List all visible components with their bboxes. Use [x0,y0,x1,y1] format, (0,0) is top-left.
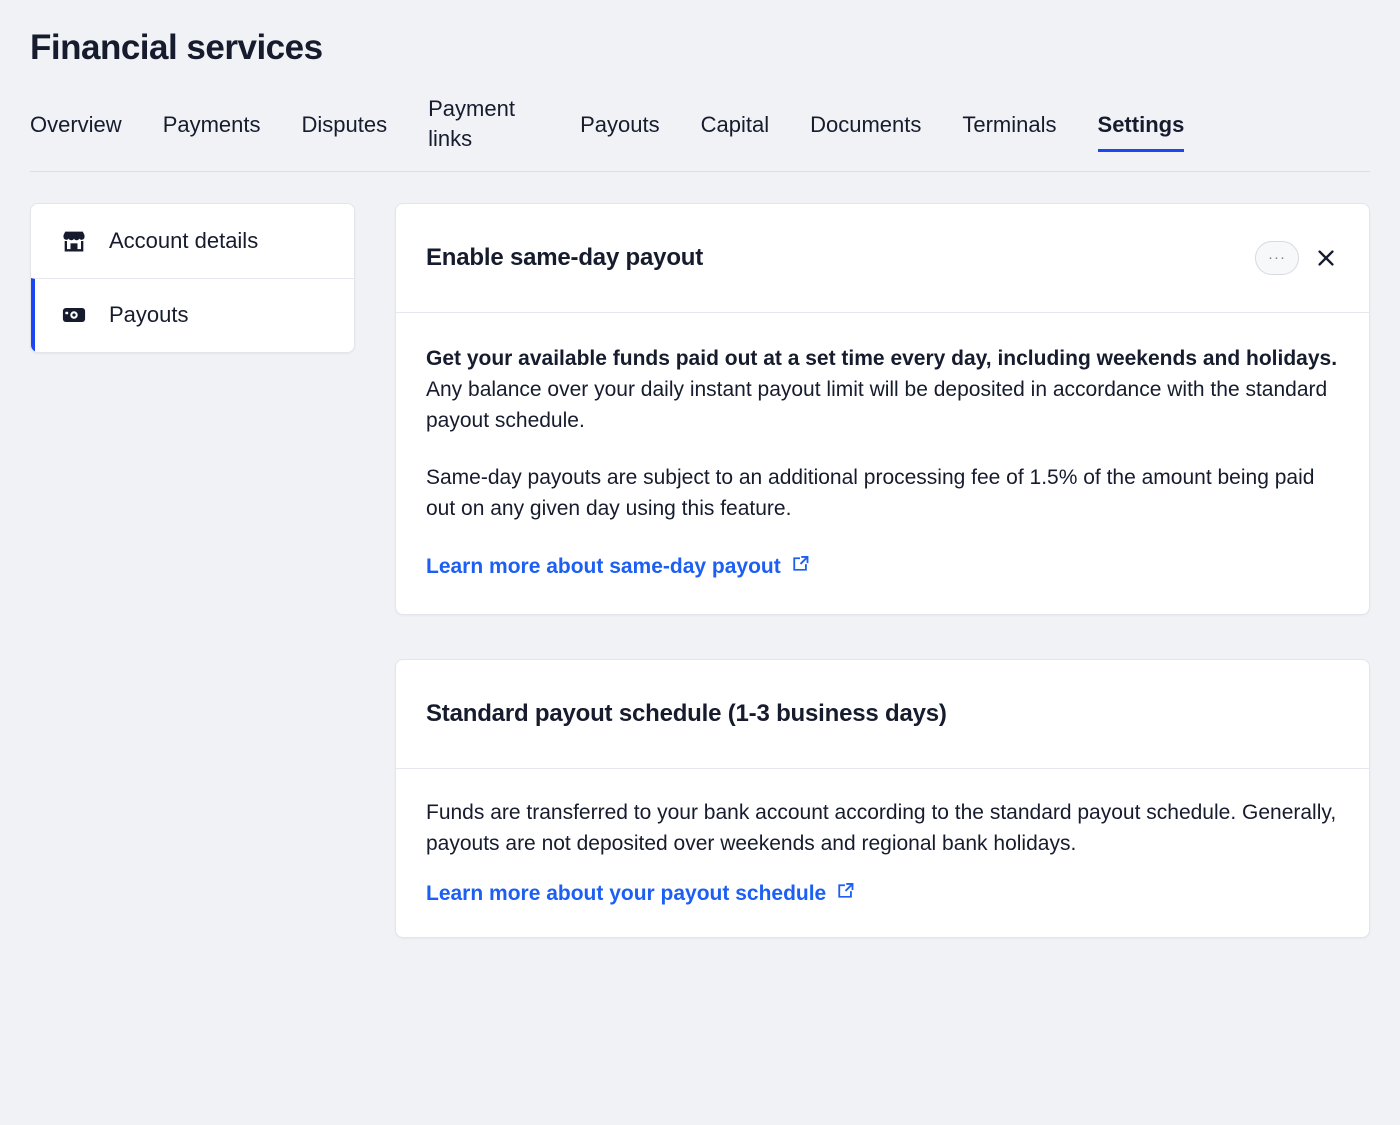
card-body [396,313,1369,614]
standard-payout-schedule-card [395,659,1370,938]
same-day-description [426,343,1339,436]
sidebar-item-label: Payouts [109,302,189,328]
settings-content [395,203,1370,982]
tab-settings[interactable]: Settings [1098,110,1185,162]
tab-payouts[interactable]: Payouts [580,111,660,137]
external-link-icon [835,881,855,907]
page-title: Financial services [30,28,323,67]
sidebar-item-account-details[interactable] [31,204,354,278]
same-day-description-rest: Any balance over your daily instant payout limit will be deposited in accordance with the standard payout schedule. [426,377,1328,432]
sidebar-item-label: Account details [109,227,259,253]
learn-more-same-day-payout-link[interactable] [426,554,810,580]
card-header-actions [1255,241,1339,275]
tab-documents[interactable]: Documents [810,111,922,137]
settings-sidebar [30,203,355,353]
link-label: Learn more about same-day payout [426,554,781,578]
card-body [396,769,1369,937]
tab-capital[interactable]: Capital [700,111,770,137]
sidebar-item-payouts[interactable] [31,278,354,352]
learn-more-payout-schedule-link[interactable] [426,881,855,907]
same-day-fee-note: Same-day payouts are subject to an additional processing fee of 1.5% of the amount being paid out on any given day using this feature. [426,465,1315,520]
tab-payment-links[interactable]: Payment links [428,95,515,151]
store-icon [59,226,89,256]
link-label: Learn more about your payout schedule [426,881,827,905]
card-header [396,660,1369,769]
card-title: Standard payout schedule (1-3 business days) [426,699,947,727]
standard-schedule-link-row [426,881,1339,907]
cash-icon [59,300,89,330]
tab-terminals[interactable]: Terminals [962,111,1057,137]
external-link-icon [790,554,810,580]
settings-body [30,203,1370,982]
ellipsis-icon[interactable]: ··· [1255,241,1299,275]
same-day-description-bold: Get your available funds paid out at a set time every day, including weekends and holidays. [426,346,1338,370]
card-title: Enable same-day payout [426,243,704,271]
main-tabs [30,96,1370,172]
card-header [396,204,1369,313]
tab-payments[interactable]: Payments [162,111,261,137]
tab-disputes[interactable]: Disputes [301,111,388,137]
same-day-link-row [426,554,1339,580]
financial-services-page [0,26,1400,1125]
close-icon[interactable] [1313,245,1339,271]
tab-overview[interactable]: Overview [30,111,122,137]
same-day-payout-card [395,203,1370,615]
standard-schedule-description: Funds are transferred to your bank account according to the standard payout schedule. Generally, payouts are not deposited over weekends and regional bank holidays. [426,800,1337,855]
